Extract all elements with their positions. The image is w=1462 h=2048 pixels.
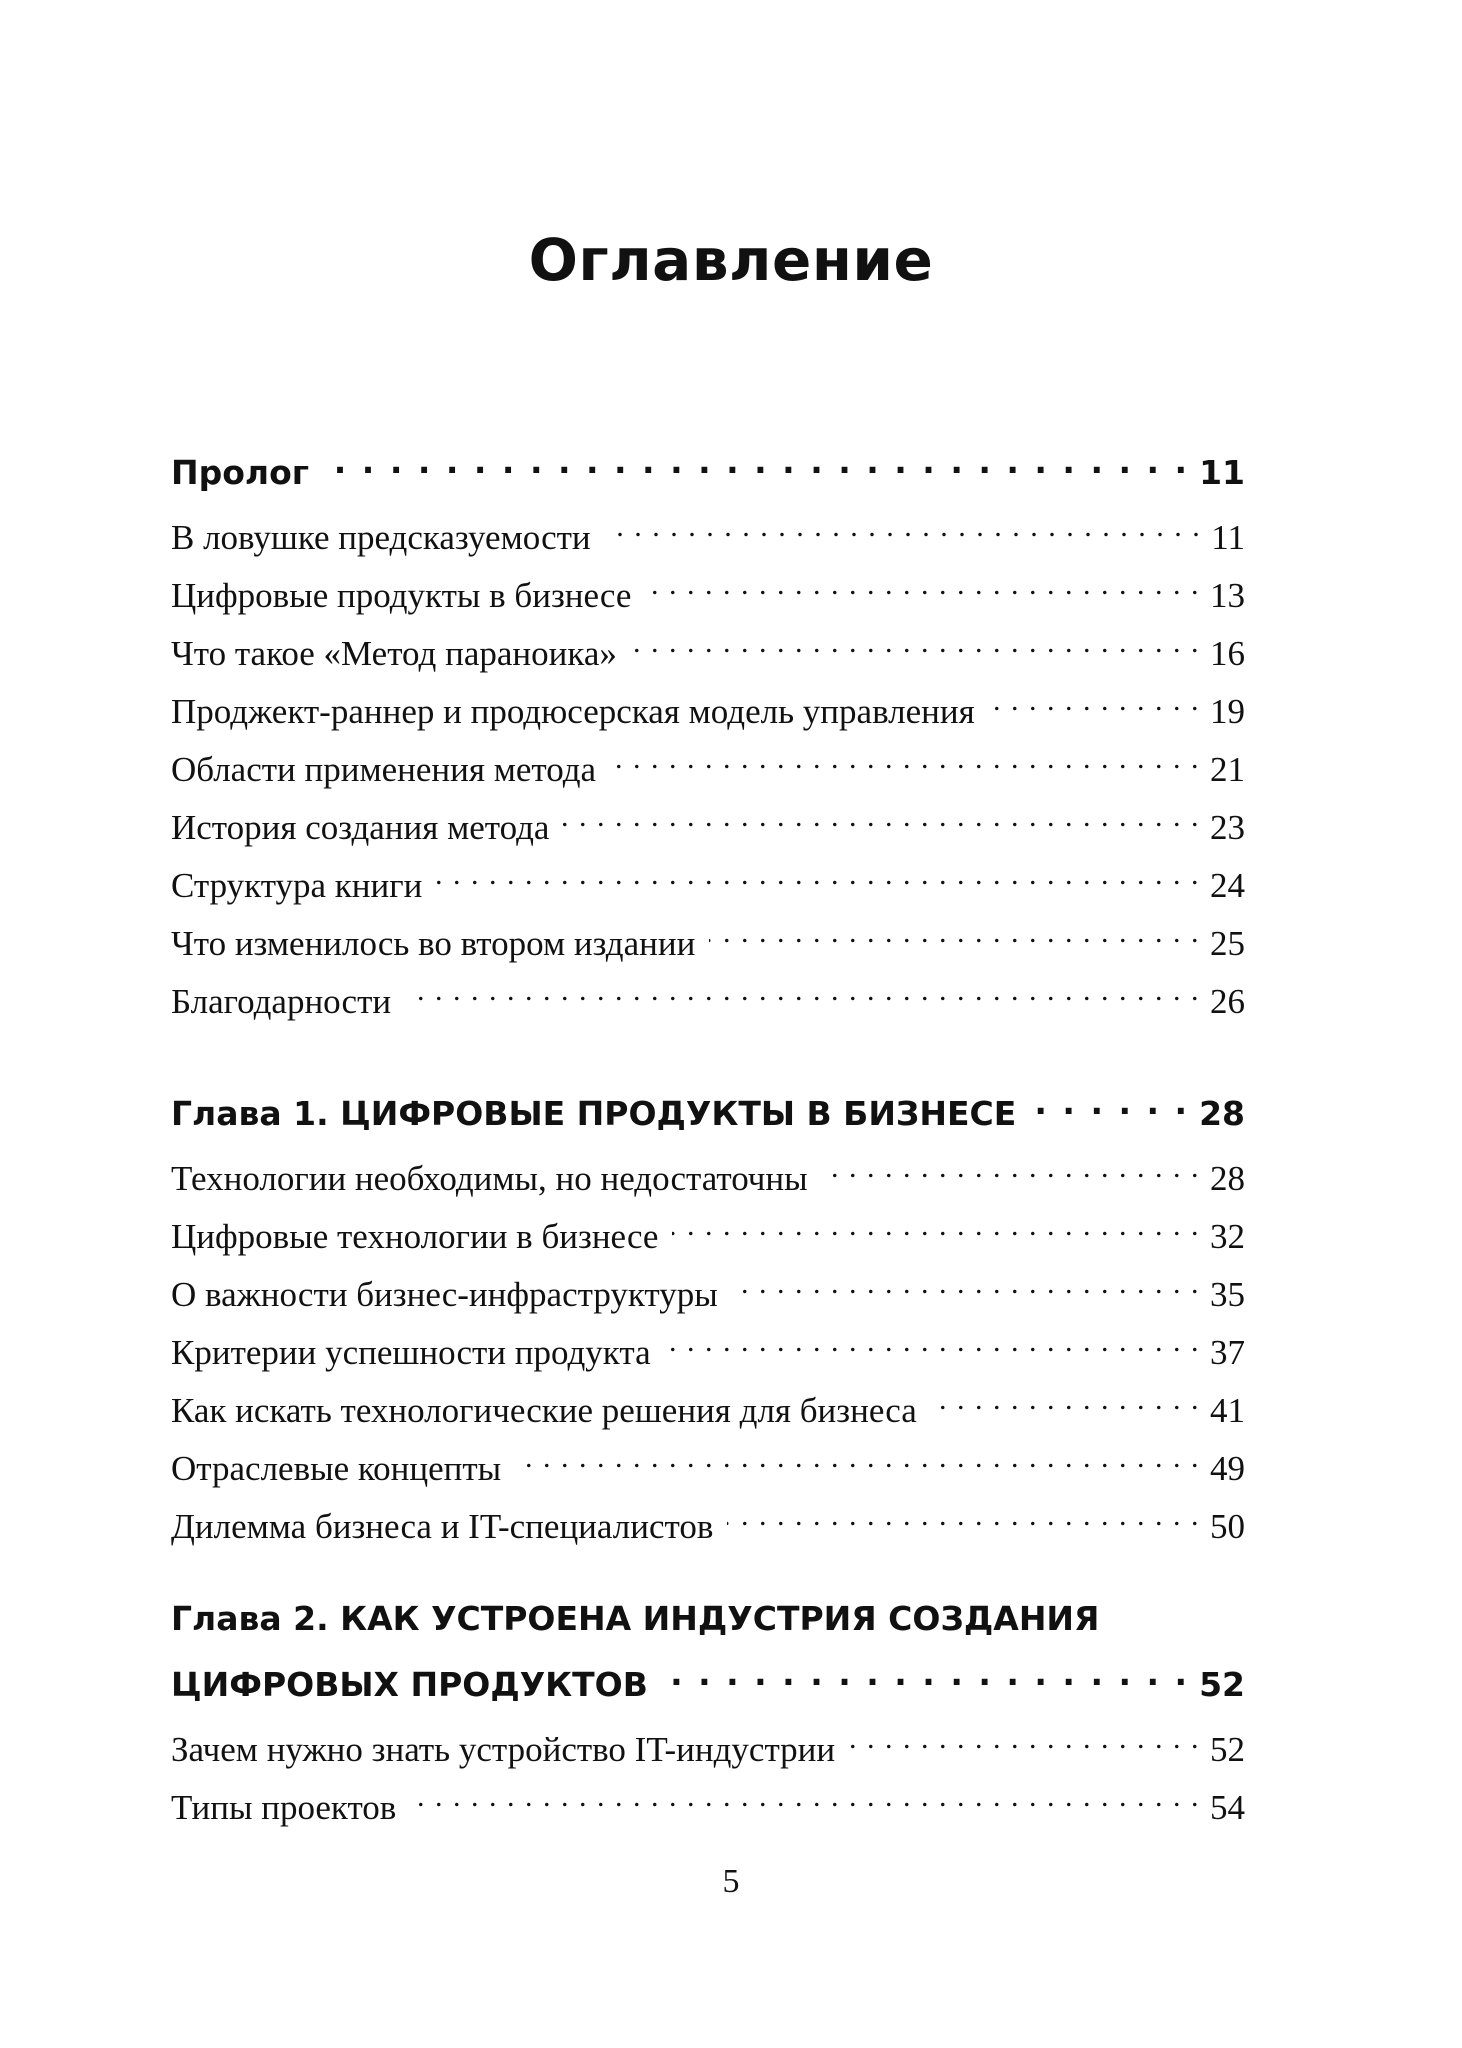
toc-entry xyxy=(171,1146,1245,1201)
dot-leader xyxy=(989,679,1200,723)
toc-page-number: 16 xyxy=(1210,634,1245,673)
toc-entry xyxy=(171,621,1245,676)
toc-entry xyxy=(171,1262,1245,1317)
toc-entry xyxy=(171,969,1245,1024)
toc-entry-label: Типы проектов xyxy=(171,1788,397,1827)
toc-entry-label: Зачем нужно знать устройство IT-индустрии xyxy=(171,1730,836,1769)
toc-entry-label: О важности бизнес-инфраструктуры xyxy=(171,1275,718,1314)
dot-leader xyxy=(662,1652,1189,1696)
dot-leader xyxy=(822,1146,1200,1190)
dot-leader xyxy=(563,795,1200,839)
toc-page-number: 52 xyxy=(1199,1665,1245,1704)
toc-entry xyxy=(171,505,1245,560)
toc-entry-label: Как искать технологические решения для бизнеса xyxy=(171,1391,917,1430)
toc-entry xyxy=(171,1775,1245,1830)
toc-section-label: Пролог xyxy=(171,453,309,492)
page-number: 5 xyxy=(722,1863,740,1900)
toc-page-number: 54 xyxy=(1210,1788,1245,1827)
toc-entry-label: В ловушке предсказуемости xyxy=(171,518,591,557)
toc-entry-label: Структура книги xyxy=(171,866,423,905)
toc-entry-label: Области применения метода xyxy=(171,750,597,789)
toc-page-number: 11 xyxy=(1211,518,1245,557)
toc-page-number: 50 xyxy=(1210,1507,1245,1546)
toc-section-chapter-1 xyxy=(171,1081,1245,1136)
dot-leader xyxy=(610,737,1200,781)
toc-page-number: 49 xyxy=(1210,1449,1245,1488)
dot-leader xyxy=(436,853,1200,897)
toc-entry-label: Критерии успешности продукта xyxy=(171,1333,651,1372)
toc-entry-label: Отраслевые концепты xyxy=(171,1449,502,1488)
toc-section-prologue xyxy=(171,440,1245,495)
toc-page-number: 19 xyxy=(1210,692,1245,731)
dot-leader xyxy=(605,505,1202,549)
page-title: Оглавление xyxy=(528,226,934,294)
toc-section-chapter-2-line-1: Глава 2. КАК УСТРОЕНА ИНДУСТРИЯ СОЗДАНИЯ xyxy=(171,1599,1100,1638)
dot-leader xyxy=(410,1775,1200,1819)
toc-entry xyxy=(171,1717,1245,1772)
toc-entry-label: Цифровые продукты в бизнесе xyxy=(171,576,632,615)
toc-section-label: ЦИФРОВЫХ ПРОДУКТОВ xyxy=(171,1665,648,1704)
toc-entry-label: Технологии необходимы, но недостаточны xyxy=(171,1159,808,1198)
toc-entry xyxy=(171,1320,1245,1375)
toc-entry xyxy=(171,1436,1245,1491)
dot-leader xyxy=(1030,1081,1189,1125)
toc-page-number: 28 xyxy=(1210,1159,1245,1198)
toc-entry xyxy=(171,563,1245,618)
toc-entry xyxy=(171,679,1245,734)
toc-page-number: 25 xyxy=(1210,924,1245,963)
toc-entry-label: Дилемма бизнеса и IT-специалистов xyxy=(171,1507,714,1546)
toc-entry-label: История создания метода xyxy=(171,808,550,847)
toc-page-number: 32 xyxy=(1210,1217,1245,1256)
toc-page-number: 37 xyxy=(1210,1333,1245,1372)
dot-leader xyxy=(645,563,1200,607)
dot-leader xyxy=(323,440,1189,484)
dot-leader xyxy=(405,969,1200,1013)
toc-section-chapter-2 xyxy=(171,1652,1245,1707)
toc-entry-label: Что такое «Метод параноика» xyxy=(171,634,617,673)
toc-entry xyxy=(171,853,1245,908)
toc-page-number: 28 xyxy=(1199,1094,1245,1133)
toc-page-number: 21 xyxy=(1210,750,1245,789)
dot-leader xyxy=(515,1436,1200,1480)
dot-leader xyxy=(709,911,1200,955)
toc-entry xyxy=(171,1204,1245,1259)
dot-leader xyxy=(672,1204,1200,1248)
toc-entry-label: Благодарности xyxy=(171,982,392,1021)
toc-page-number: 13 xyxy=(1210,576,1245,615)
toc-entry xyxy=(171,737,1245,792)
dot-leader xyxy=(732,1262,1200,1306)
toc-section-label: Глава 1. ЦИФРОВЫЕ ПРОДУКТЫ В БИЗНЕСЕ xyxy=(171,1094,1017,1133)
toc-entry xyxy=(171,1494,1245,1549)
toc-page-number: 24 xyxy=(1210,866,1245,905)
toc-page-number: 35 xyxy=(1210,1275,1245,1314)
toc-page-number: 41 xyxy=(1210,1391,1245,1430)
dot-leader xyxy=(665,1320,1200,1364)
toc-page-number: 11 xyxy=(1199,453,1245,492)
dot-leader xyxy=(727,1494,1200,1538)
toc-page-number: 52 xyxy=(1210,1730,1245,1769)
toc-entry xyxy=(171,1378,1245,1433)
toc-page-number: 23 xyxy=(1210,808,1245,847)
toc-entry xyxy=(171,911,1245,966)
dot-leader xyxy=(631,621,1200,665)
dot-leader xyxy=(931,1378,1200,1422)
dot-leader xyxy=(849,1717,1200,1761)
toc-entry xyxy=(171,795,1245,850)
toc-entry-label: Что изменилось во втором издании xyxy=(171,924,696,963)
toc-entry-label: Проджект-раннер и продюсерская модель управления xyxy=(171,692,975,731)
toc-page-number: 26 xyxy=(1210,982,1245,1021)
toc-entry-label: Цифровые технологии в бизнесе xyxy=(171,1217,659,1256)
